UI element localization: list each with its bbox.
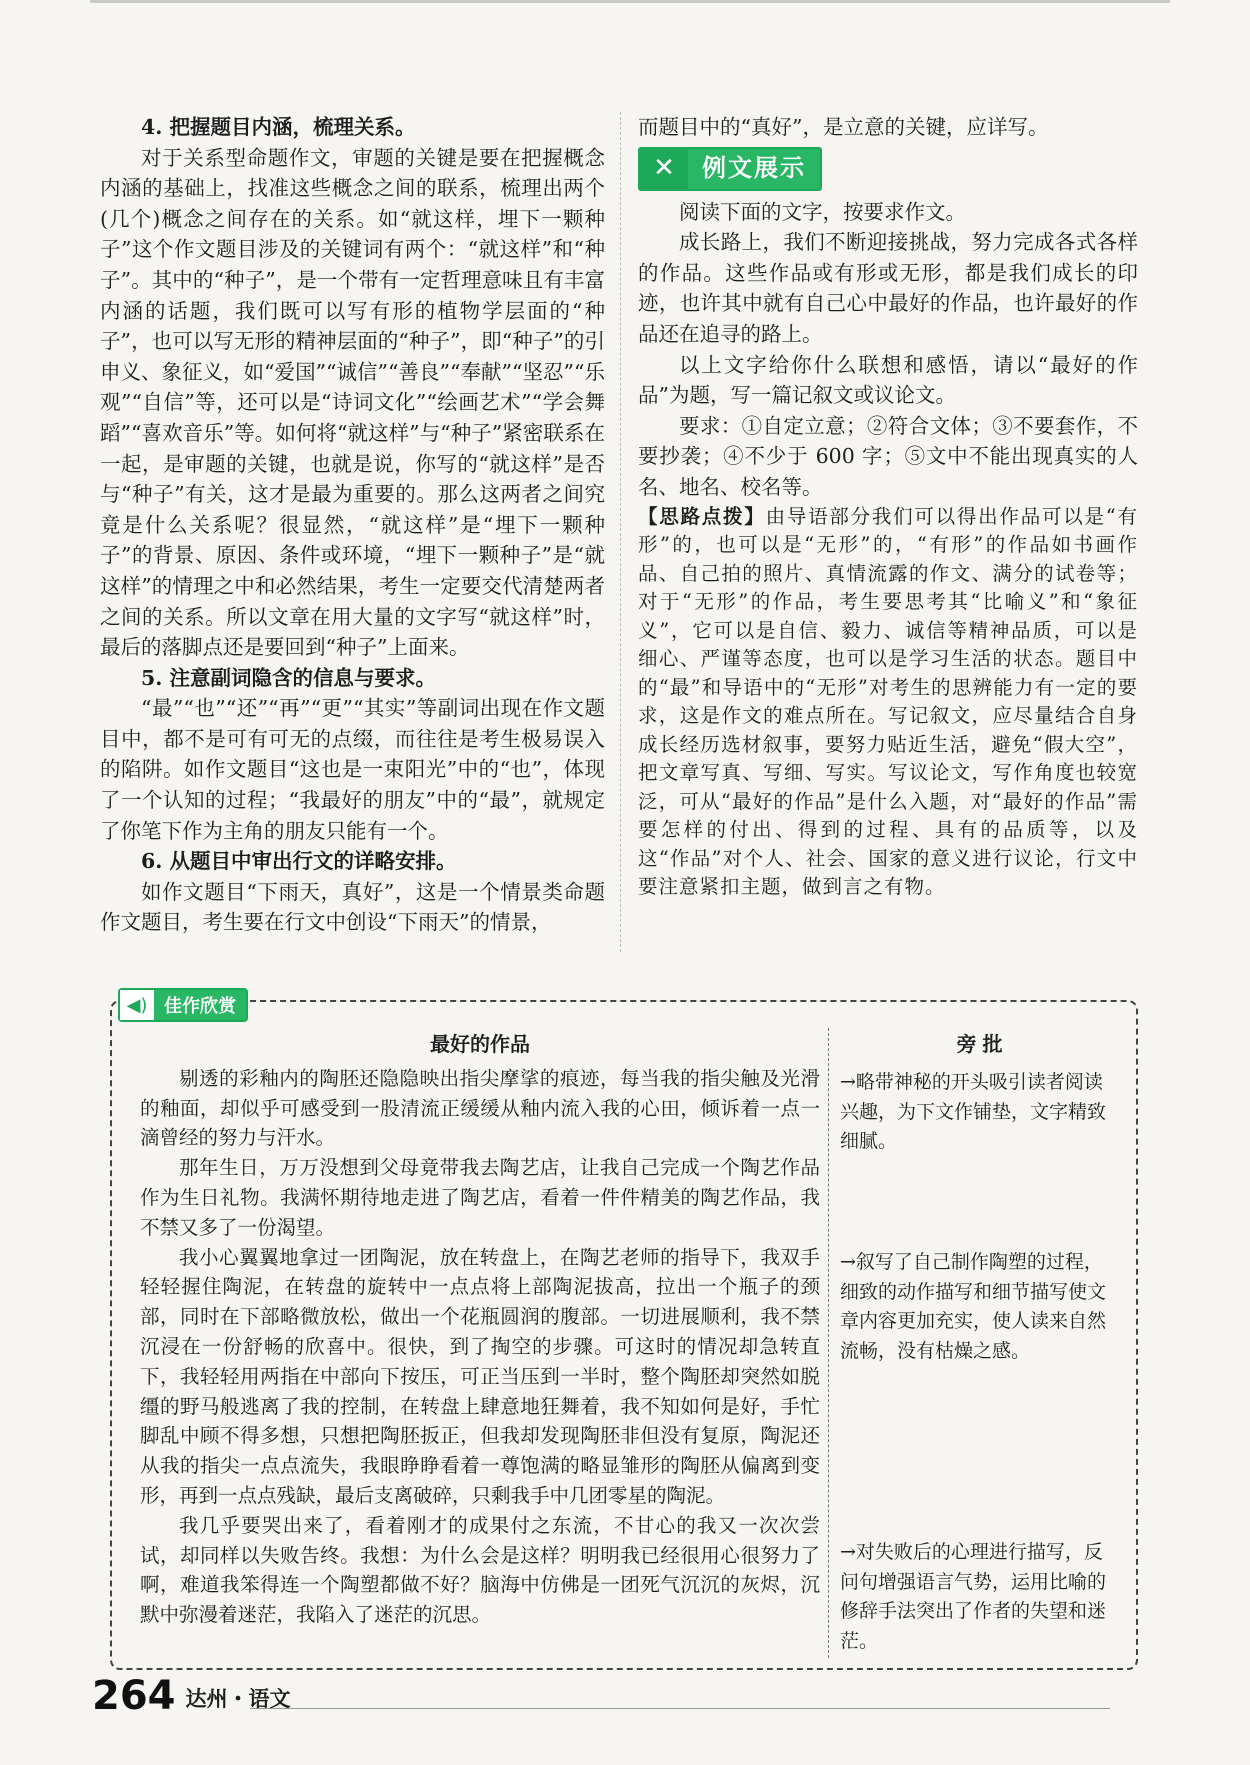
prompt-paragraph-2: 以上文字给你什么联想和感悟，请以“最好的作品”为题，写一篇记叙文或议论文。 xyxy=(638,352,1138,408)
example-badge-label: 例文展示 xyxy=(688,149,820,189)
side-notes xyxy=(840,1030,1125,1652)
example-badge xyxy=(638,147,822,191)
essay-paragraph-1: 剔透的彩釉内的陶胚还隐隐映出指尖摩挲的痕迹，每当我的指尖触及光滑的釉面，却似乎可感受到一股清流正缓缓从釉内流入我的心田，倾诉着一点一滴曾经的努力与汗水。 xyxy=(140,1066,820,1150)
heading-4: 4. 把握题目内涵，梳理关系。 xyxy=(141,115,416,139)
footer-text: 达州・语文 xyxy=(185,1687,291,1711)
appreciation-label-text: 佳作欣赏 xyxy=(154,990,246,1020)
heading-6: 6. 从题目中审出行文的详略安排。 xyxy=(141,849,457,874)
footer-line xyxy=(250,1708,1110,1709)
instruction-text: 阅读下面的文字，按要求作文。 xyxy=(679,199,966,224)
essay-paragraph-2: 那年生日，万万没想到父母竟带我去陶艺店，让我自己完成一个陶艺作品作为生日礼物。我满怀期待地走进了陶艺店，看着一件件精美的陶艺作品，我不禁又多了一份渴望。 xyxy=(140,1156,820,1239)
essay-paragraph-4: 我几乎要哭出来了，看着刚才的成果付之东流，不甘心的我又一次次尝试，却同样以失败告终。我想：为什么会是这样？明明我已经很用心很努力了啊，难道我笨得连一个陶塑都做不好？脑海中仿佛是一团死气沉沉的灰烬，沉默中弥漫着迷茫，我陷入了迷茫的沉思。 xyxy=(140,1513,820,1627)
left-column xyxy=(100,112,605,938)
footer xyxy=(92,1673,291,1719)
side-note-3: →对失败后的心理进行描写，反问句增强语言气势，运用比喻的修辞手法突出了作者的失望和迷茫。 xyxy=(840,1541,1107,1652)
tips-paragraph xyxy=(638,503,1138,902)
right-column xyxy=(638,112,1138,902)
paragraph-5: “最”“也”“还”“再”“更”“其实”等副词出现在作文题目中，都不是可有可无的点缀，而往往是考生极易误入的陷阱。如作文题目“这也是一束阳光”中的“也”，体现了一个认知的过程；“我最好的朋友”中的“最”，就规定了你笔下作为主角的朋友只能有一个。 xyxy=(100,696,605,843)
page-number: 264 xyxy=(92,1673,176,1719)
top-rule xyxy=(90,0,1170,3)
side-notes-title: 旁批 xyxy=(956,1032,1009,1056)
essay-title: 最好的作品 xyxy=(430,1032,530,1056)
side-note-1: →略带神秘的开头吸引读者阅读兴趣，为下文作铺垫，文字精致细腻。 xyxy=(840,1071,1107,1152)
requirements-text: 要求：①自定立意；②符合文体；③不要套作，不要抄袭；④不少于 600 字；⑤文中不能出现真实的人名、地名、校名等。 xyxy=(638,413,1138,499)
cross-arrows-icon: ✕ xyxy=(640,149,688,189)
column-divider xyxy=(620,112,621,952)
continuation-text: 而题目中的“真好”，是立意的关键，应详写。 xyxy=(638,115,1049,139)
speaker-icon: ◀) xyxy=(120,990,154,1020)
side-divider xyxy=(828,1028,829,1658)
tips-tag: 【思路点拨】 xyxy=(638,504,766,528)
essay xyxy=(140,1030,820,1630)
side-note-2: →叙写了自己制作陶塑的过程，细致的动作描写和细节描写使文章内容更加充实，使人读来自然流畅，没有枯燥之感。 xyxy=(840,1251,1107,1362)
essay-paragraph-3: 我小心翼翼地拿过一团陶泥，放在转盘上，在陶艺老师的指导下，我双手轻轻握住陶泥，在转盘的旋转中一点点将上部陶泥拔高，拉出一个瓶子的颈部，同时在下部略微放松，做出一个花瓶圆润的腹部。一切进展顺利，我不禁沉浸在一份舒畅的欣喜中。很快，到了掏空的步骤。可这时的情况却急转直下，我轻轻用两指在中部向下按压，可正当压到一半时，整个陶胚却突然如脱缰的野马般逃离了我的控制，在转盘上肆意地狂舞着，我不知如何是好，手忙脚乱中顾不得多想，只想把陶胚扳正，但我却发现陶胚非但没有复原，陶泥还从我的指尖一点点流失，我眼睁睁看着一尊饱满的略显雏形的陶胚从偏离到变形，再到一点点残缺，最后支离破碎，只剩我手中几团零星的陶泥。 xyxy=(140,1245,820,1507)
paragraph-4: 对于关系型命题作文，审题的关键是要在把握概念内涵的基础上，找准这些概念之间的联系，梳理出两个(几个)概念之间存在的关系。如“就这样，埋下一颗种子”这个作文题目涉及的关键词有两个：“就这样”和“种子”。其中的“种子”，是一个带有一定哲理意味且有丰富内涵的话题，我们既可以写有形的植物学层面的“种子”，也可以写无形的精神层面的“种子”，即“种子”的引申义、象征义，如“爱国”“诚信”“善良”“奉献”“坚忍”“乐观”“自信”等，还可以是“诗词文化”“绘画艺术”“学会舞蹈”“喜欢音乐”等。如何将“就这样”与“种子”紧密联系在一起，是审题的关键，也就是说，你写的“就这样”是否与“种子”有关，这才是最为重要的。那么这两者之间究竟是什么关系呢？很显然，“就这样”是“埋下一颗种子”的背景、原因、条件或环境，“埋下一颗种子”是“就这样”的情理之中和必然结果，考生一定要交代清楚两者之间的关系。所以文章在用大量的文字写“就这样”时，最后的落脚点还是要回到“种子”上面来。 xyxy=(100,145,605,660)
appreciation-label xyxy=(118,988,248,1022)
tips-text: 由导语部分我们可以得出作品可以是“有形”的，也可以是“无形”的，“有形”的作品如书画作品、自己拍的照片、真情流露的作文、满分的试卷等；对于“无形”的作品，考生要思考其“比喻义”和“象征义”，它可以是自信、毅力、诚信等精神品质，可以是细心、严谨等态度，也可以是学习生活的状态。题目中的“最”和导语中的“无形”对考生的思辨能力有一定的要求，这是作文的难点所在。写记叙文，应尽量结合自身成长经历选材叙事，要努力贴近生活，避免“假大空”，把文章写真、写细、写实。写议论文，写作角度也较宽泛，可从“最好的作品”是什么入题，对“最好的作品”需要怎样的付出、得到的过程、具有的品质等，以及这“作品”对个人、社会、国家的意义进行议论，行文中要注意紧扣主题，做到言之有物。 xyxy=(638,504,1138,899)
paragraph-6: 如作文题目“下雨天，真好”，这是一个情景类命题作文题目，考生要在行文中创设“下雨天”的情景， xyxy=(100,879,605,935)
prompt-paragraph-1: 成长路上，我们不断迎接挑战，努力完成各式各样的作品。这些作品或有形或无形，都是我们成长的印迹，也许其中就有自己心中最好的作品，也许最好的作品还在追寻的路上。 xyxy=(638,230,1138,346)
heading-5: 5. 注意副词隐含的信息与要求。 xyxy=(141,665,437,690)
